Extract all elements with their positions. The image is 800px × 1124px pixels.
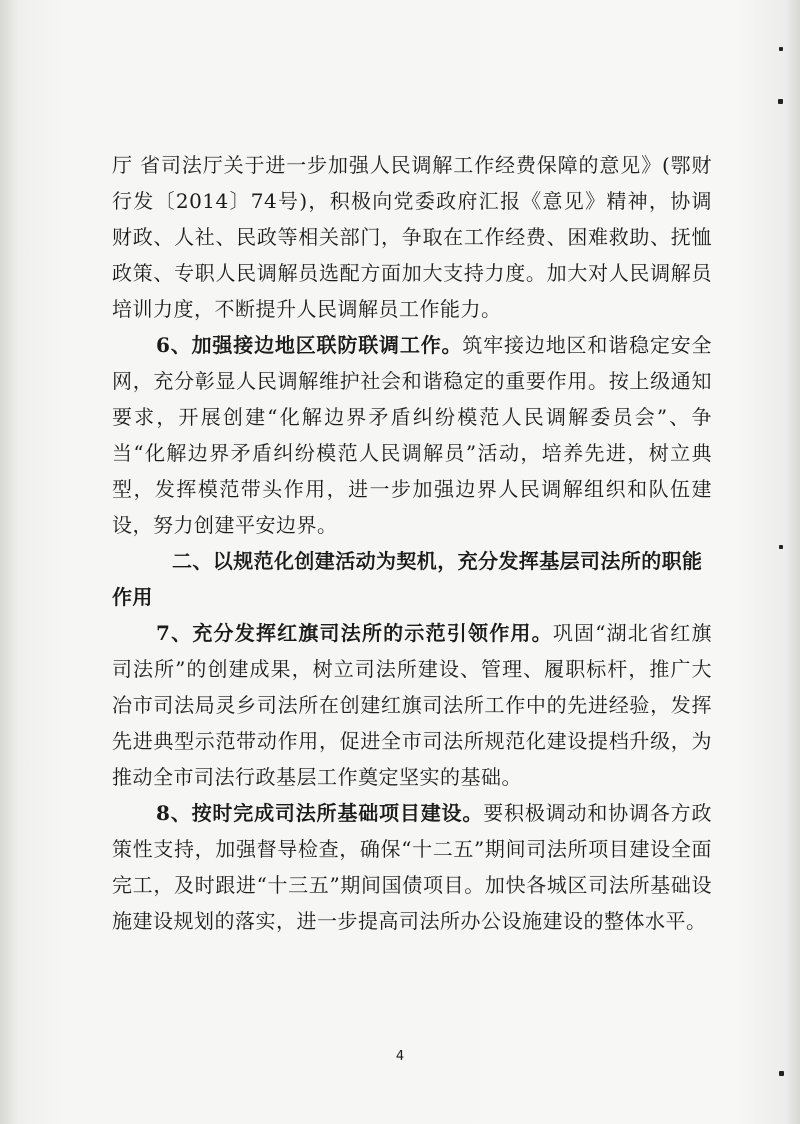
scan-edge-right [786,0,800,1124]
item-6-body: 筑牢接边地区和谐稳定安全网，充分彰显人民调解维护社会和谐稳定的重要作用。按上级通知要求，开展创建“化解边界矛盾纠纷模范人民调解委员会”、争当“化解边界矛盾纠纷模范人民调解员”活动，培养先进，树立典型，发挥模范带头作用，进一步加强边界人民调解组织和队伍建设，努力创建平安边界。 [112,333,713,537]
document-body [112,147,712,939]
scan-edge-left [0,0,18,1124]
section-heading: 二、以规范化创建活动为契机，充分发挥基层司法所的职能作用 [112,549,703,609]
paragraph-item-6 [112,327,712,543]
scan-speck [779,1071,784,1076]
paragraph-item-7 [112,615,712,795]
scan-speck [779,545,783,549]
paragraph-continuation: 厅 省司法厅关于进一步加强人民调解工作经费保障的意见》(鄂财行发〔2014〕74号)，积极向党委政府汇报《意见》精神，协调财政、人社、民政等相关部门，争取在工作经费、困难救助、抚恤政策、专职人民调解员选配方面加大支持力度。加大对人民调解员培训力度，不断提升人民调解员工作能力。 [112,153,712,321]
scan-speck [779,47,783,51]
item-7-title: 7、充分发挥红旗司法所的示范引领作用。 [156,621,553,645]
item-8-title: 8、按时完成司法所基础项目建设。 [156,801,484,825]
item-6-title: 6、加强接边地区联防联调工作。 [156,333,463,357]
item-7-body: 巩固“湖北省红旗司法所”的创建成果，树立司法所建设、管理、履职标杆，推广大冶市司法局灵乡司法所在创建红旗司法所工作中的先进经验，发挥先进典型示范带动作用，促进全市司法所规范化建设提档升级，为推动全市司法行政基层工作奠定坚实的基础。 [112,621,712,789]
item-8-body: 要积极调动和协调各方政策性支持，加强督导检查，确保“十二五”期间司法所项目建设全面完工，及时跟进“十三五”期间国债项目。加快各城区司法所基础设施建设规划的落实，进一步提高司法所办公设施建设的整体水平。 [112,801,713,933]
scan-speck [778,99,783,104]
paragraph-item-8 [112,795,712,939]
page-number: 4 [395,1049,405,1064]
